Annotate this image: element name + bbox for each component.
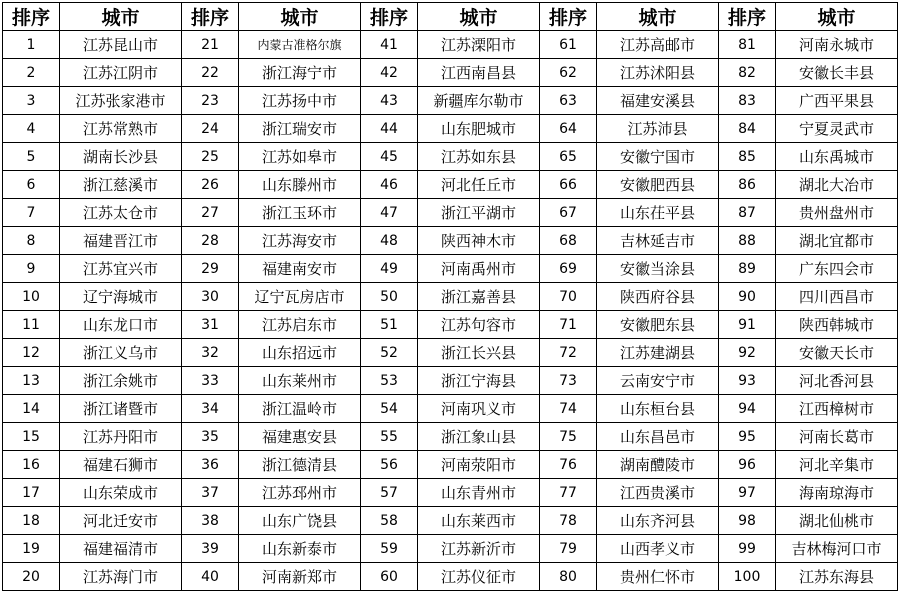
rank-cell: 41: [361, 31, 418, 59]
city-cell: 浙江宁海县: [418, 367, 540, 395]
rank-cell: 16: [3, 451, 60, 479]
rank-cell: 25: [182, 143, 239, 171]
city-cell: 广东四会市: [776, 255, 898, 283]
rank-cell: 59: [361, 535, 418, 563]
rank-cell: 28: [182, 227, 239, 255]
table-row: [3, 31, 898, 59]
city-cell: 江苏新沂市: [418, 535, 540, 563]
city-cell: 浙江长兴县: [418, 339, 540, 367]
city-cell: 湖北宜都市: [776, 227, 898, 255]
city-cell: 陕西韩城市: [776, 311, 898, 339]
rank-cell: 82: [719, 59, 776, 87]
city-cell: 山东齐河县: [597, 507, 719, 535]
rank-cell: 31: [182, 311, 239, 339]
rank-cell: 26: [182, 171, 239, 199]
rank-cell: 99: [719, 535, 776, 563]
table-row: [3, 171, 898, 199]
city-cell: 宁夏灵武市: [776, 115, 898, 143]
table-row: [3, 395, 898, 423]
rank-cell: 75: [540, 423, 597, 451]
city-cell: 河北香河县: [776, 367, 898, 395]
city-cell: 福建安溪县: [597, 87, 719, 115]
rank-cell: 33: [182, 367, 239, 395]
city-cell: 江苏常熟市: [60, 115, 182, 143]
rank-cell: 74: [540, 395, 597, 423]
header-rank: 排序: [3, 3, 60, 31]
city-cell: 吉林延吉市: [597, 227, 719, 255]
city-cell: 山东滕州市: [239, 171, 361, 199]
rank-cell: 63: [540, 87, 597, 115]
city-cell: 江苏句容市: [418, 311, 540, 339]
city-cell: 新疆库尔勒市: [418, 87, 540, 115]
city-cell: 河北辛集市: [776, 451, 898, 479]
city-cell: 安徽天长市: [776, 339, 898, 367]
city-cell: 浙江德清县: [239, 451, 361, 479]
table-row: [3, 479, 898, 507]
rank-cell: 43: [361, 87, 418, 115]
city-cell: 福建惠安县: [239, 423, 361, 451]
rank-cell: 1: [3, 31, 60, 59]
city-cell: 吉林梅河口市: [776, 535, 898, 563]
city-cell: 江苏宜兴市: [60, 255, 182, 283]
city-cell: 云南安宁市: [597, 367, 719, 395]
rank-cell: 57: [361, 479, 418, 507]
rank-cell: 4: [3, 115, 60, 143]
city-cell: 江苏东海县: [776, 563, 898, 591]
city-cell: 江苏张家港市: [60, 87, 182, 115]
rank-cell: 32: [182, 339, 239, 367]
city-cell: 山东莱州市: [239, 367, 361, 395]
city-cell: 浙江慈溪市: [60, 171, 182, 199]
table-row: [3, 199, 898, 227]
header-rank: 排序: [182, 3, 239, 31]
rank-cell: 39: [182, 535, 239, 563]
table-row: [3, 59, 898, 87]
rank-cell: 14: [3, 395, 60, 423]
rank-cell: 76: [540, 451, 597, 479]
city-cell: 福建南安市: [239, 255, 361, 283]
rank-cell: 6: [3, 171, 60, 199]
rank-cell: 86: [719, 171, 776, 199]
rank-cell: 88: [719, 227, 776, 255]
city-cell: 江苏仪征市: [418, 563, 540, 591]
rank-cell: 83: [719, 87, 776, 115]
city-cell: 浙江义乌市: [60, 339, 182, 367]
city-cell: 安徽肥东县: [597, 311, 719, 339]
rank-cell: 9: [3, 255, 60, 283]
rank-cell: 92: [719, 339, 776, 367]
rank-cell: 64: [540, 115, 597, 143]
table-row: [3, 451, 898, 479]
rank-cell: 78: [540, 507, 597, 535]
city-cell: 湖南醴陵市: [597, 451, 719, 479]
rank-cell: 3: [3, 87, 60, 115]
table-row: [3, 423, 898, 451]
city-cell: 江苏沭阳县: [597, 59, 719, 87]
rank-cell: 66: [540, 171, 597, 199]
rank-cell: 98: [719, 507, 776, 535]
city-cell: 河南禹州市: [418, 255, 540, 283]
rank-cell: 58: [361, 507, 418, 535]
header-rank: 排序: [719, 3, 776, 31]
city-cell: 浙江瑞安市: [239, 115, 361, 143]
rank-cell: 95: [719, 423, 776, 451]
city-cell: 江苏邳州市: [239, 479, 361, 507]
city-cell: 江苏太仓市: [60, 199, 182, 227]
header-city: 城市: [597, 3, 719, 31]
table-header: [3, 3, 898, 31]
header-city: 城市: [60, 3, 182, 31]
table-row: [3, 143, 898, 171]
city-cell: 贵州盘州市: [776, 199, 898, 227]
header-rank: 排序: [361, 3, 418, 31]
city-cell: 江苏沛县: [597, 115, 719, 143]
rank-cell: 50: [361, 283, 418, 311]
rank-cell: 45: [361, 143, 418, 171]
rank-cell: 62: [540, 59, 597, 87]
rank-cell: 7: [3, 199, 60, 227]
rank-cell: 53: [361, 367, 418, 395]
city-cell: 浙江余姚市: [60, 367, 182, 395]
rank-cell: 13: [3, 367, 60, 395]
city-cell: 江苏溧阳市: [418, 31, 540, 59]
city-cell: 浙江平湖市: [418, 199, 540, 227]
rank-cell: 21: [182, 31, 239, 59]
table-row: [3, 115, 898, 143]
city-cell: 陕西府谷县: [597, 283, 719, 311]
rank-cell: 44: [361, 115, 418, 143]
rank-cell: 36: [182, 451, 239, 479]
rank-cell: 8: [3, 227, 60, 255]
city-cell: 湖北大冶市: [776, 171, 898, 199]
rank-cell: 30: [182, 283, 239, 311]
city-cell: 江西樟树市: [776, 395, 898, 423]
rank-cell: 90: [719, 283, 776, 311]
rank-cell: 61: [540, 31, 597, 59]
city-cell: 安徽长丰县: [776, 59, 898, 87]
city-cell: 江苏江阴市: [60, 59, 182, 87]
rank-cell: 73: [540, 367, 597, 395]
rank-cell: 37: [182, 479, 239, 507]
table-row: [3, 255, 898, 283]
city-cell: 辽宁瓦房店市: [239, 283, 361, 311]
city-cell: 江苏海门市: [60, 563, 182, 591]
rank-cell: 67: [540, 199, 597, 227]
city-cell: 江苏如皋市: [239, 143, 361, 171]
rank-cell: 11: [3, 311, 60, 339]
rank-cell: 40: [182, 563, 239, 591]
rank-cell: 69: [540, 255, 597, 283]
rank-cell: 84: [719, 115, 776, 143]
rank-cell: 77: [540, 479, 597, 507]
city-cell: 海南琼海市: [776, 479, 898, 507]
city-cell: 江苏如东县: [418, 143, 540, 171]
city-cell: 江苏高邮市: [597, 31, 719, 59]
city-cell: 湖北仙桃市: [776, 507, 898, 535]
table-row: [3, 87, 898, 115]
city-cell: 山东肥城市: [418, 115, 540, 143]
city-cell: 山东茌平县: [597, 199, 719, 227]
city-cell: 山东桓台县: [597, 395, 719, 423]
city-cell: 浙江温岭市: [239, 395, 361, 423]
table-row: [3, 535, 898, 563]
rank-cell: 34: [182, 395, 239, 423]
table-row: [3, 507, 898, 535]
rank-cell: 18: [3, 507, 60, 535]
city-cell: 山东青州市: [418, 479, 540, 507]
city-cell: 河南巩义市: [418, 395, 540, 423]
city-cell: 安徽当涂县: [597, 255, 719, 283]
rank-cell: 22: [182, 59, 239, 87]
rank-cell: 100: [719, 563, 776, 591]
rank-cell: 55: [361, 423, 418, 451]
ranking-table: [2, 2, 898, 591]
rank-cell: 65: [540, 143, 597, 171]
rank-cell: 49: [361, 255, 418, 283]
rank-cell: 71: [540, 311, 597, 339]
city-cell: 贵州仁怀市: [597, 563, 719, 591]
rank-cell: 85: [719, 143, 776, 171]
city-cell: 湖南长沙县: [60, 143, 182, 171]
rank-cell: 97: [719, 479, 776, 507]
rank-cell: 72: [540, 339, 597, 367]
city-cell: 四川西昌市: [776, 283, 898, 311]
rank-cell: 42: [361, 59, 418, 87]
header-row: [3, 3, 898, 31]
rank-cell: 70: [540, 283, 597, 311]
city-cell: 江苏昆山市: [60, 31, 182, 59]
table-row: [3, 283, 898, 311]
rank-cell: 2: [3, 59, 60, 87]
city-cell: 江苏建湖县: [597, 339, 719, 367]
city-cell: 河北任丘市: [418, 171, 540, 199]
city-cell: 福建石狮市: [60, 451, 182, 479]
city-cell: 山东龙口市: [60, 311, 182, 339]
header-city: 城市: [418, 3, 540, 31]
rank-cell: 47: [361, 199, 418, 227]
city-cell: 江西贵溪市: [597, 479, 719, 507]
city-cell: 江苏启东市: [239, 311, 361, 339]
header-city: 城市: [239, 3, 361, 31]
table-row: [3, 227, 898, 255]
rank-cell: 5: [3, 143, 60, 171]
city-cell: 浙江嘉善县: [418, 283, 540, 311]
city-cell: 河南新郑市: [239, 563, 361, 591]
rank-cell: 29: [182, 255, 239, 283]
rank-cell: 89: [719, 255, 776, 283]
city-cell: 河南长葛市: [776, 423, 898, 451]
rank-cell: 80: [540, 563, 597, 591]
rank-cell: 48: [361, 227, 418, 255]
city-cell: 浙江玉环市: [239, 199, 361, 227]
rank-cell: 87: [719, 199, 776, 227]
city-cell: 安徽宁国市: [597, 143, 719, 171]
city-cell: 山东莱西市: [418, 507, 540, 535]
rank-cell: 79: [540, 535, 597, 563]
rank-cell: 35: [182, 423, 239, 451]
city-cell: 河北迁安市: [60, 507, 182, 535]
rank-cell: 27: [182, 199, 239, 227]
city-cell: 陕西神木市: [418, 227, 540, 255]
rank-cell: 38: [182, 507, 239, 535]
rank-cell: 56: [361, 451, 418, 479]
city-cell: 山东荣成市: [60, 479, 182, 507]
header-rank: 排序: [540, 3, 597, 31]
rank-cell: 81: [719, 31, 776, 59]
city-cell: 江苏扬中市: [239, 87, 361, 115]
city-cell: 浙江象山县: [418, 423, 540, 451]
rank-cell: 93: [719, 367, 776, 395]
rank-cell: 94: [719, 395, 776, 423]
rank-cell: 54: [361, 395, 418, 423]
city-cell: 辽宁海城市: [60, 283, 182, 311]
header-city: 城市: [776, 3, 898, 31]
rank-cell: 46: [361, 171, 418, 199]
rank-cell: 68: [540, 227, 597, 255]
city-cell: 浙江诸暨市: [60, 395, 182, 423]
city-cell: 广西平果县: [776, 87, 898, 115]
city-cell: 山东广饶县: [239, 507, 361, 535]
rank-cell: 23: [182, 87, 239, 115]
city-cell: 浙江海宁市: [239, 59, 361, 87]
city-cell: 福建晋江市: [60, 227, 182, 255]
rank-cell: 24: [182, 115, 239, 143]
city-cell: 内蒙古准格尔旗: [239, 31, 361, 59]
rank-cell: 51: [361, 311, 418, 339]
table-body: [3, 31, 898, 591]
city-cell: 河南永城市: [776, 31, 898, 59]
rank-cell: 60: [361, 563, 418, 591]
rank-cell: 20: [3, 563, 60, 591]
city-cell: 福建福清市: [60, 535, 182, 563]
table-row: [3, 563, 898, 591]
rank-cell: 91: [719, 311, 776, 339]
rank-cell: 52: [361, 339, 418, 367]
rank-cell: 15: [3, 423, 60, 451]
city-cell: 河南荥阳市: [418, 451, 540, 479]
city-cell: 江苏丹阳市: [60, 423, 182, 451]
city-cell: 山东新泰市: [239, 535, 361, 563]
rank-cell: 12: [3, 339, 60, 367]
city-cell: 山东招远市: [239, 339, 361, 367]
city-cell: 江西南昌县: [418, 59, 540, 87]
city-cell: 山东昌邑市: [597, 423, 719, 451]
city-cell: 安徽肥西县: [597, 171, 719, 199]
table-row: [3, 311, 898, 339]
city-cell: 山西孝义市: [597, 535, 719, 563]
rank-cell: 10: [3, 283, 60, 311]
table-row: [3, 339, 898, 367]
city-cell: 江苏海安市: [239, 227, 361, 255]
rank-cell: 19: [3, 535, 60, 563]
table-row: [3, 367, 898, 395]
rank-cell: 17: [3, 479, 60, 507]
rank-cell: 96: [719, 451, 776, 479]
city-cell: 山东禹城市: [776, 143, 898, 171]
